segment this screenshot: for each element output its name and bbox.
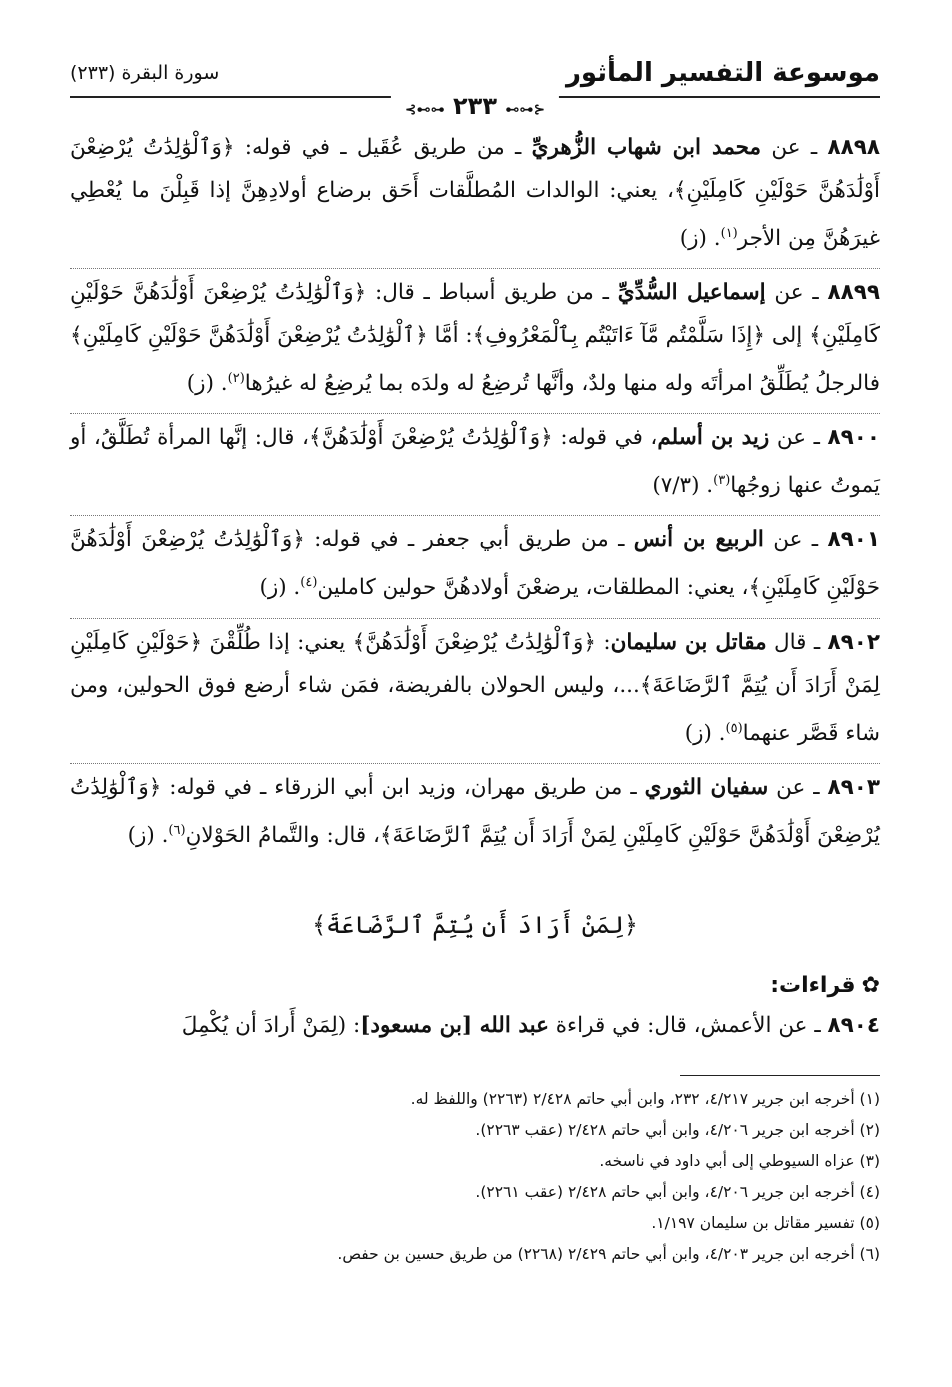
entry-number: ٨٨٩٩ (827, 280, 880, 306)
book-title: موسوعة التفسير المأثور (565, 58, 880, 88)
hadith-entry (70, 271, 880, 414)
narrator-name: إسماعيل السُّدِّيِّ (617, 280, 766, 306)
entry-text: : (لِمَنْ أَرادَ أن يُكْمِلَ (181, 1012, 361, 1038)
document-page (70, 52, 880, 1270)
entry-text: ـ من طريق عُقَيل ـ في قوله: ﴿وَٱلْوَٰلِدَٰتُ يُرْضِعْنَ أَوْلَٰدَهُنَّ حَوْلَيْنِ كَامِلَيْنِ﴾، يعني: الوالدات المُطلَّقات أَحَق برضاع أولادِهِنَّ إذا قَبِلْنَ ما يُعْطِي غيرَهُنَّ مِن الأجر (70, 135, 880, 252)
ornament-icon: ⊷⊶⊱ (404, 102, 445, 118)
entry-text: : ﴿وَٱلْوَٰلِدَٰتُ يُرْضِعْنَ أَوْلَٰدَهُنَّ﴾ يعني: إذا طُلِّقْنَ ﴿حَوْلَيْنِ كَامِلَيْنِ لِمَنْ أَرَادَ أَن يُتِمَّ ٱلرَّضَاعَةَ﴾...، وليس الحولان بالفريضة، فمَن شاء أرضع فوق الحولين، ومن شاء قَصَّر عنهما (70, 629, 880, 746)
entry-number: ٨٩٠٢ (827, 629, 881, 655)
hadith-entry (70, 766, 880, 865)
entry-tail: . (ز) (259, 575, 301, 601)
entry-number: ٨٩٠٠ (827, 425, 881, 451)
ornament-icon: ⊰⊷⊶ (505, 102, 546, 118)
hadith-entry (70, 1004, 880, 1047)
footnote-item: (٦) أخرجه ابن جرير ٤/٢٠٣، وابن أبي حاتم ٢/٤٢٩ (٢٢٦٨) من طريق حسين بن حفص. (337, 1244, 880, 1263)
footnote-ref: (٢) (227, 371, 245, 387)
surah-label: سورة البقرة (٢٣٣) (70, 62, 220, 84)
verse-heading: ﴿لِمَنْ أَرَادَ أَن يُتِمَّ ٱلرَّضَاعَةَ﴾ (312, 910, 638, 939)
footnote-item: (٤) أخرجه ابن جرير ٤/٢٠٦، وابن أبي حاتم ٢/٤٢٨ (عقب ٢٢٦١). (475, 1182, 880, 1201)
entry-text: ـ من طريق مهران، وزيد ابن أبي الزرقاء ـ في قوله: ﴿وَٱلْوَٰلِدَٰتُ يُرْضِعْنَ أَوْلَٰدَهُنَّ حَوْلَيْنِ كَامِلَيْنِ لِمَنْ أَرَادَ أَن يُتِمَّ ٱلرَّضَاعَةَ﴾، قال: والتَّمامُ الحَوْلانِ (70, 774, 880, 848)
entry-text: ، في قوله: ﴿وَٱلْوَٰلِدَٰتُ يُرْضِعْنَ أَوْلَٰدَهُنَّ﴾، قال: إنَّها المرأة تُطَلَّقُ، أو يَموتُ عنها زوجُها (70, 425, 880, 499)
entry-number: ٨٩٠٤ (827, 1012, 880, 1038)
footnote-ref: (٣) (713, 473, 731, 489)
hadith-entry (70, 126, 880, 269)
footnote-item: (٢) أخرجه ابن جرير ٤/٢٠٦، وابن أبي حاتم ٢/٤٢٨ (عقب ٢٢٦٣). (475, 1120, 880, 1139)
entry-prefix: ـ قال (766, 629, 821, 655)
footnote-ref: (٦) (168, 822, 186, 838)
footnote-item: (٣) عزاه السيوطي إلى أبي داود في ناسخه. (599, 1151, 880, 1170)
entry-prefix: ـ عن الأعمش، قال: في قراءة (548, 1012, 821, 1038)
narrator-name: محمد ابن شهاب الزُّهريِّ (531, 135, 762, 160)
narrator-name: زيد بن أسلم (657, 425, 770, 451)
page-number-block (391, 92, 559, 120)
entry-prefix: ـ عن (768, 774, 820, 800)
entry-tail: . (ز) (684, 720, 726, 746)
section-title: قراءات: (770, 972, 856, 998)
footnote-ref: (١) (720, 226, 738, 241)
page-body (70, 126, 880, 1270)
footnote-ref: (٤) (300, 575, 318, 591)
section-title-block (70, 973, 880, 998)
narrator-name: سفيان الثوري (644, 774, 769, 800)
entry-prefix: ـ عن (765, 280, 819, 306)
entry-prefix: ـ عن (761, 135, 818, 160)
footnote-divider (680, 1075, 880, 1076)
narrator-name: عبد الله [بن مسعود] (360, 1012, 549, 1038)
entry-tail: . (ز) (679, 226, 721, 252)
entry-number: ٨٩٠٣ (827, 774, 880, 800)
page-header (70, 52, 880, 120)
page-number: ٢٣٣ (453, 92, 497, 120)
entry-prefix: ـ عن (769, 425, 820, 451)
hadith-entry (70, 621, 880, 764)
entry-tail: . (٧/٣) (652, 473, 714, 499)
entry-number: ٨٩٠١ (827, 527, 880, 553)
hadith-entry (70, 416, 880, 516)
entry-tail: . (ز) (186, 371, 228, 397)
narrator-name: الربيع بن أنس (633, 527, 764, 553)
footnote-item: (١) أخرجه ابن جرير ٤/٢١٧، ٢٣٢، وابن أبي حاتم ٢/٤٢٨ (٢٢٦٣) واللفظ له. (410, 1089, 880, 1108)
footnote-ref: (٥) (725, 720, 743, 736)
entry-prefix: ـ عن (763, 527, 819, 553)
entry-text: ـ من طريق أسباط ـ قال: ﴿وَٱلْوَٰلِدَٰتُ يُرْضِعْنَ أَوْلَٰدَهُنَّ حَوْلَيْنِ كَامِلَيْنِ﴾ إلى ﴿إِذَا سَلَّمْتُم مَّآ ءَاتَيْتُم بِٱلْمَعْرُوفِ﴾: أمَّا ﴿ٱلْوَٰلِدَٰتُ يُرْضِعْنَ أَوْلَٰدَهُنَّ حَوْلَيْنِ كَامِلَيْنِ﴾ فالرجلُ يُطَلِّقُ امرأتَه وله منها ولدٌ، وأنَّها تُرضِعُ له ولدَه بما يُرضِعُ له غيرُها (70, 280, 880, 397)
hadith-entry (70, 518, 880, 618)
narrator-name: مقاتل بن سليمان (610, 629, 767, 655)
flower-ornament-icon: ✿ (861, 972, 880, 998)
footnotes-list (70, 1084, 880, 1270)
entry-number: ٨٨٩٨ (827, 135, 880, 160)
entry-tail: . (ز) (127, 822, 169, 848)
entry-text: ـ من طريق أبي جعفر ـ في قوله: ﴿وَٱلْوَٰلِدَٰتُ يُرْضِعْنَ أَوْلَٰدَهُنَّ حَوْلَيْنِ كَامِلَيْنِ﴾، يعني: المطلقات، يرضعْنَ أولادهُنَّ حولين كاملين (70, 527, 880, 601)
footnote-item: (٥) تفسير مقاتل بن سليمان ١/١٩٧. (651, 1213, 880, 1232)
